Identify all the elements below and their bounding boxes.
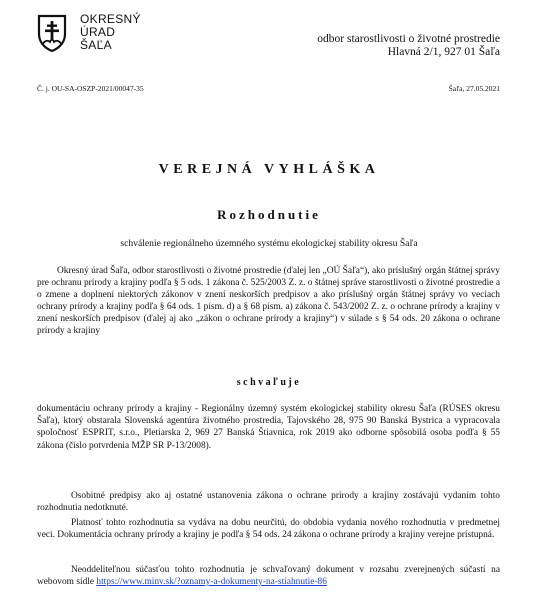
annex-link[interactable]: https://www.minv.sk/?oznamy-a-dokumenty-na-stiahnutie-86: [96, 577, 327, 587]
logo-line-3: ŠAĽA: [80, 38, 112, 52]
place-date: Šaľa, 27.05.2021: [448, 84, 500, 93]
other-provisions-paragraph: Osobitné predpisy ako aj ostatné ustanovenia zákona o ochrane prírody a krajiny zostávajú vydaním tohto rozhodnutia nedotknuté.: [37, 491, 500, 513]
logo-line-1: OKRESNÝ: [80, 12, 141, 26]
logo-line-2: ÚRAD: [80, 25, 116, 39]
office-name: odbor starostlivosti o životné prostredie: [317, 33, 500, 45]
document-subtitle: Rozhodnutie: [217, 207, 321, 222]
office-logo-text: [80, 13, 141, 52]
decision-word: schvaľuje: [236, 377, 302, 388]
slovak-coat-of-arms-icon: [37, 14, 67, 52]
decision-paragraph: dokumentáciu ochrany prírody a krajiny - Regionálny územný systém ekologickej stability okresu Šaľa (RÚSES okresu Šaľa), ktorý obstarala Slovenská agentúra životného prostredia, Tajovského 28, 975 90 Banská Bystrica a vypracovala spoločnosť ESPRIT, s.r.o., Pletiarska 2, 969 27 Banská Štiavnica, rok 2019 ako odborne spôsobilá osoba podľa § 55 zákona (číslo potvrdenia MŽP SR P-13/2008).: [37, 404, 500, 451]
document-title: VEREJNÁ VYHLÁŠKA: [158, 162, 380, 177]
reference-number: Č. j. OU-SA-OSZP-2021/00047-35: [37, 84, 144, 93]
decision-subject: schválenie regionálneho územného systému ekologickej stability okresu Šaľa: [120, 238, 418, 249]
validity-paragraph: Platnosť tohto rozhodnutia sa vydáva na dobu neurčitú, do obdobia vydania nového rozhodnutia v predmetnej veci. Dokumentácia ochrany prírody a krajiny je podľa § 54 ods. 24 zákona o ochrane prírody a krajiny verejne prístupná.: [37, 518, 500, 540]
annex-text: Neoddeliteľnou súčasťou tohto rozhodnutia je schvaľovaný dokument v rozsahu zverejnených súčastí na webovom sídle: [37, 565, 500, 587]
annex-paragraph: [37, 564, 500, 588]
intro-paragraph: Okresný úrad Šaľa, odbor starostlivosti o životné prostredie (ďalej len „OÚ Šaľa“), ako príslušný orgán štátnej správy pre ochranu prírody a krajiny podľa § 5 ods. 1 zákona č. 525/2003 Z. z. o štátnej správe starostlivosti o životné prostredie a o zmene a doplnení niektorých zákonov v znení neskorších predpisov a ako príslušný orgán štátnej správy vo veciach ochrany prírody a krajiny podľa § 64 ods. 1 písm. d) a § 68 písm. a) zákona č. 543/2002 Z. z. o ochrane prírody a krajiny v znení neskorších predpisov (ďalej aj ako „zákon o ochrane prírody a krajiny“) v súlade s § 54 ods. 20 zákona o ochrane prírody a krajiny: [37, 266, 500, 336]
office-address-block: [317, 33, 500, 59]
office-address: Hlavná 2/1, 927 01 Šaľa: [387, 46, 500, 58]
